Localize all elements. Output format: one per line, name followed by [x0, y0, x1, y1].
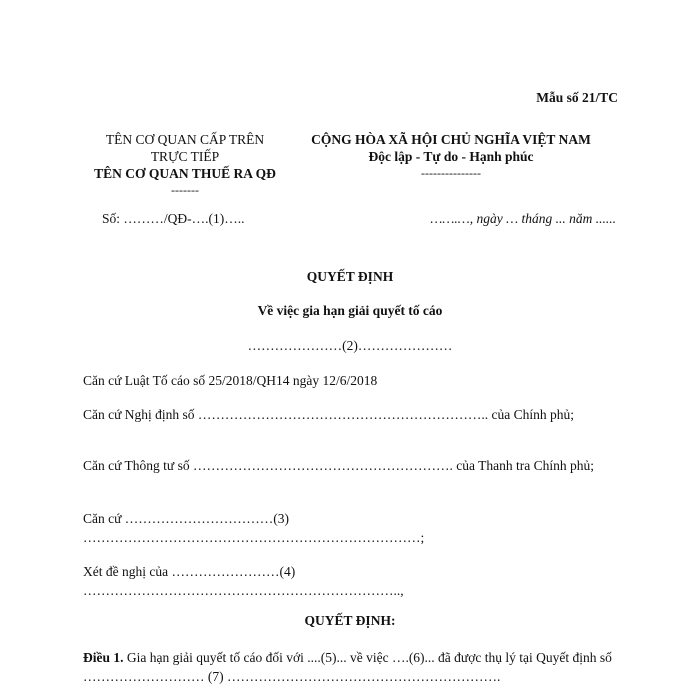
- decision-heading: QUYẾT ĐỊNH:: [304, 613, 396, 628]
- agency-superior-line2: TRỰC TIẾP: [150, 149, 220, 164]
- article-1-label: Điều 1.: [83, 650, 124, 665]
- nation-motto: Độc lập - Tự do - Hạnh phúc: [368, 149, 534, 164]
- nation-name: CỘNG HÒA XÃ HỘI CHỦ NGHĨA VIỆT NAM: [311, 132, 591, 147]
- basis-decree: Căn cứ Nghị định số ……………………………………………………….. của Chính phủ;: [83, 407, 575, 422]
- document-title: QUYẾT ĐỊNH: [306, 269, 394, 284]
- basis-other: Căn cứ ……………………………(3) …………………………………………………………………;: [83, 511, 425, 545]
- basis-law: Căn cứ Luật Tố cáo số 25/2018/QH14 ngày 12/6/2018: [83, 373, 378, 388]
- article-1-text: Gia hạn giải quyết tố cáo đối với ....(5)... về việc ….(6)... đã được thụ lý tại Quyết định số ……………………… (7) …………………………………………………….: [83, 650, 612, 684]
- article-1: [83, 648, 615, 686]
- agency-issuing: TÊN CƠ QUAN THUẾ RA QĐ: [94, 166, 276, 181]
- form-code: Mẫu số 21/TC: [536, 90, 618, 105]
- proposal: Xét đề nghị của ……………………(4) ……………………………………………………………..,: [83, 564, 404, 598]
- basis-circular: Căn cứ Thông tư số …………………………………………………. của Thanh tra Chính phủ;: [83, 458, 594, 473]
- document-date: …….…, ngày … tháng ... năm ......: [430, 211, 616, 226]
- document-subject: Về việc gia hạn giải quyết tố cáo: [257, 303, 443, 318]
- agency-separator: -------: [171, 183, 199, 197]
- agency-superior-line1: TÊN CƠ QUAN CẤP TRÊN: [105, 132, 265, 147]
- motto-separator: ---------------: [421, 166, 481, 180]
- document-number: Số: ………/QĐ-….(1)…..: [102, 211, 245, 226]
- nation-block: [290, 131, 612, 182]
- issuing-authority: …………………(2)…………………: [247, 338, 453, 353]
- agency-block: [80, 131, 290, 199]
